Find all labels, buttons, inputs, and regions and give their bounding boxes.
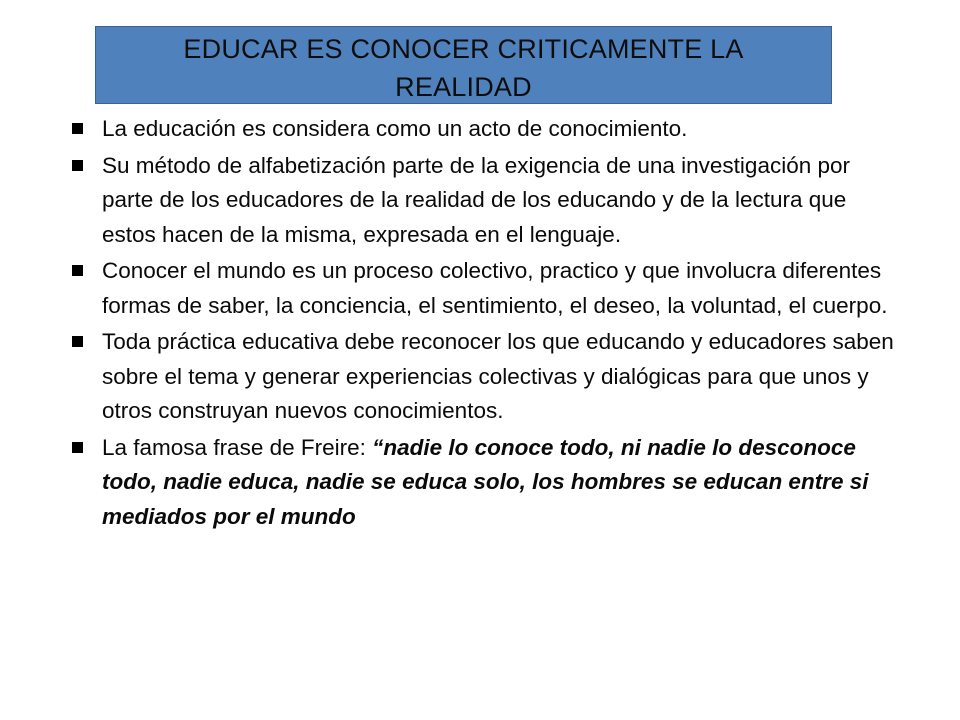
bullet-item xyxy=(70,325,900,429)
freire-quote: “nadie lo conoce todo, ni nadie lo desconoce todo, nadie educa, nadie se educa solo, los hombres se educan entre si mediados por el mundo xyxy=(102,434,869,529)
bullet-text: Conocer el mundo es un proceso colectivo, practico y que involucra diferentes formas de saber, la conciencia, el sentimiento, el deseo, la voluntad, el cuerpo. xyxy=(102,258,888,318)
bullet-item xyxy=(70,254,900,323)
bullet-item xyxy=(70,112,900,147)
bullet-text: Toda práctica educativa debe reconocer los que educando y educadores saben sobre el tema y generar experiencias colectivas y dialógicas para que unos y otros construyan nuevos conocimientos. xyxy=(102,329,894,423)
square-bullet-icon xyxy=(72,265,83,276)
bullet-text: Su método de alfabetización parte de la exigencia de una investigación por parte de los educadores de la realidad de los educando y de la lectura que estos hacen de la misma, expresada en el lenguaje. xyxy=(102,152,851,247)
bullet-text: La famosa frase de Freire: xyxy=(102,434,373,460)
bullet-item xyxy=(70,149,900,253)
title-banner xyxy=(95,26,832,104)
bullet-text: La educación es considera como un acto de conocimiento. xyxy=(102,116,688,141)
square-bullet-icon xyxy=(72,123,83,134)
bullet-item xyxy=(70,431,900,535)
square-bullet-icon xyxy=(72,442,83,453)
slide-title: EDUCAR ES CONOCER CRITICAMENTE LA REALIDAD xyxy=(183,34,744,102)
square-bullet-icon xyxy=(72,160,83,171)
square-bullet-icon xyxy=(72,336,83,347)
bullet-list xyxy=(70,112,900,536)
